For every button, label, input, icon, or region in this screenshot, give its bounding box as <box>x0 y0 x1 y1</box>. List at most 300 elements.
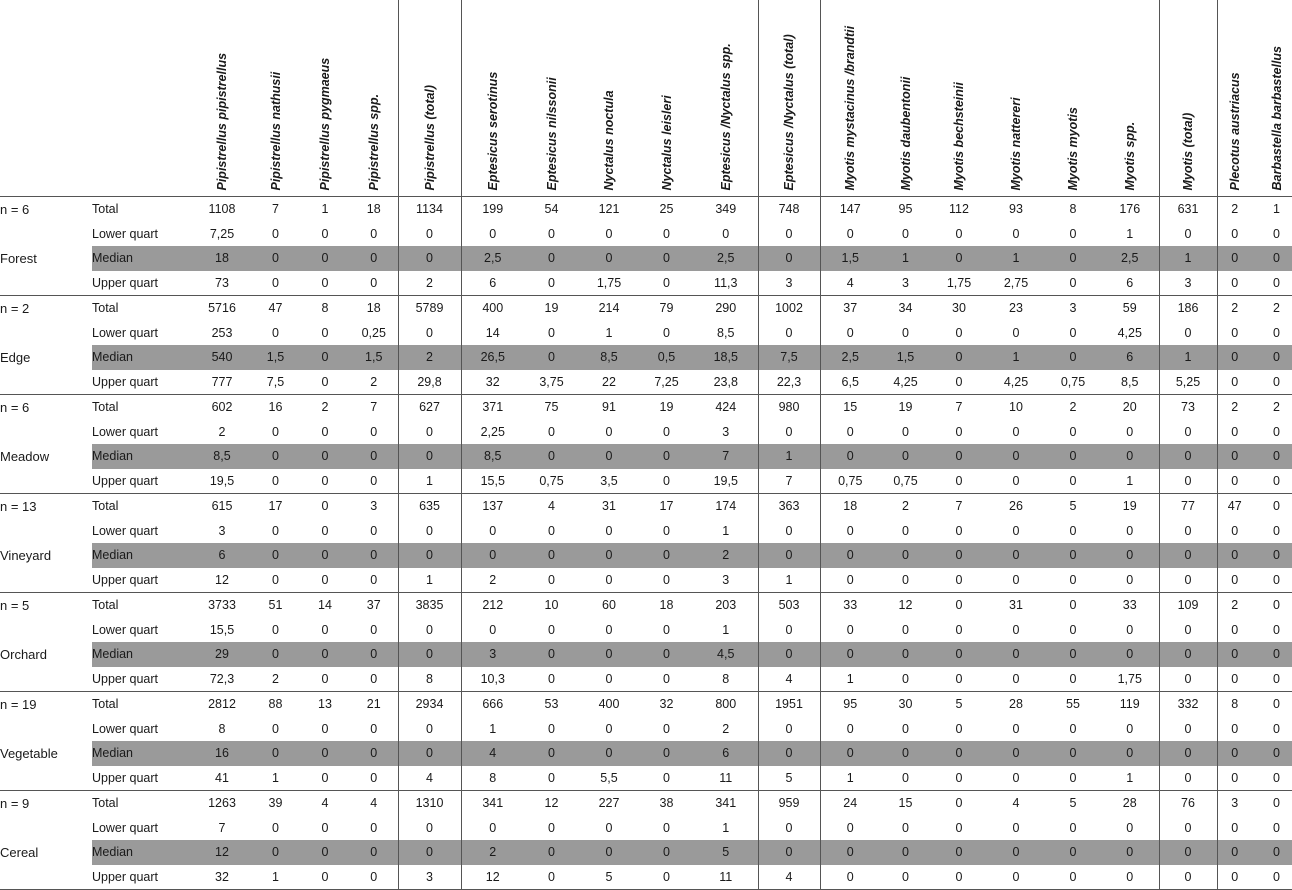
value-cell: 0 <box>1217 642 1252 667</box>
value-cell: 0 <box>931 593 987 618</box>
value-cell: 0 <box>524 246 579 271</box>
value-cell: 0 <box>1069 770 1077 785</box>
value-cell: 5 <box>579 865 639 890</box>
habitat-label: Vegetable <box>0 745 58 761</box>
value-cell: 959 <box>758 791 820 816</box>
table-row <box>0 444 1292 469</box>
value-cell: 0 <box>1101 840 1159 865</box>
value-cell: 0 <box>1252 840 1292 865</box>
value-cell: 4 <box>461 741 524 766</box>
value-cell: 5789 <box>398 296 461 321</box>
value-cell: 0 <box>398 444 461 469</box>
value-cell: 0 <box>1252 246 1292 271</box>
value-cell: 0 <box>1159 444 1217 469</box>
value-cell: 0 <box>579 741 639 766</box>
group-spacer <box>0 469 92 494</box>
value-cell: 1 <box>1159 246 1217 271</box>
value-cell: 0 <box>663 473 670 488</box>
value-cell: 0 <box>1217 543 1252 568</box>
value-cell: 0 <box>398 221 461 246</box>
value-cell: 19,5 <box>209 473 235 488</box>
habitat-label: Orchard <box>0 646 47 662</box>
value-cell: 112 <box>931 197 987 222</box>
value-cell: 8 <box>461 766 524 791</box>
value-cell: 2 <box>1252 296 1292 321</box>
table-row <box>0 395 1292 420</box>
value-cell: 0 <box>321 622 329 637</box>
value-cell: 0 <box>820 815 880 840</box>
value-cell: 0 <box>902 572 909 587</box>
value-cell: 0 <box>579 840 639 865</box>
table-row <box>0 419 1292 444</box>
header-blank-group <box>0 0 92 197</box>
value-cell: 0 <box>350 741 398 766</box>
value-cell: 7 <box>218 820 226 835</box>
value-cell: 503 <box>758 593 820 618</box>
value-cell: 0 <box>955 374 963 389</box>
value-cell: 0 <box>931 642 987 667</box>
value-cell: 0 <box>398 246 461 271</box>
value-cell: 1002 <box>758 296 820 321</box>
value-cell: 0 <box>350 642 398 667</box>
table-row <box>0 296 1292 321</box>
value-cell: 73 <box>1159 395 1217 420</box>
value-cell: 0 <box>548 622 555 637</box>
value-cell: 8 <box>722 671 730 686</box>
statistic-label: Upper quart <box>92 572 159 587</box>
statistic-label: Upper quart <box>92 770 159 785</box>
column-header <box>758 0 820 197</box>
value-cell: 1 <box>987 246 1045 271</box>
value-cell: 41 <box>215 770 229 785</box>
value-cell: 0 <box>902 820 909 835</box>
value-cell: 0 <box>398 716 461 741</box>
value-cell: 0 <box>321 424 329 439</box>
value-cell: 4 <box>987 791 1045 816</box>
value-cell: 0 <box>955 424 963 439</box>
value-cell: 3 <box>758 271 820 296</box>
value-cell: 0 <box>1217 320 1252 345</box>
column-header-label: Eptesicus nilssonii <box>544 76 559 190</box>
group-spacer <box>0 271 92 296</box>
value-cell: 0 <box>758 741 820 766</box>
statistic-label: Total <box>92 593 193 618</box>
value-cell: 0 <box>605 721 613 736</box>
value-cell: 0 <box>987 444 1045 469</box>
value-cell: 91 <box>579 395 639 420</box>
value-cell: 0 <box>1217 617 1252 642</box>
column-header-label: Pipistrellus nathusii <box>268 71 283 190</box>
statistic-label: Total <box>92 791 193 816</box>
value-cell: 253 <box>211 325 233 340</box>
value-cell: 424 <box>694 395 758 420</box>
value-cell: 0 <box>1069 572 1077 587</box>
value-cell: 0 <box>605 572 613 587</box>
value-cell: 777 <box>211 374 233 389</box>
value-cell: 0 <box>987 642 1045 667</box>
value-cell: 2 <box>370 374 378 389</box>
value-cell: 0 <box>1069 671 1077 686</box>
value-cell: 0 <box>370 473 378 488</box>
value-cell: 1,5 <box>880 345 931 370</box>
column-header-label: Nyctalus noctula <box>601 89 616 190</box>
value-cell: 12 <box>461 865 524 890</box>
value-cell: 0 <box>987 741 1045 766</box>
value-cell: 32 <box>193 865 251 890</box>
value-cell: 0 <box>350 246 398 271</box>
table-row <box>0 221 1292 246</box>
value-cell: 332 <box>1159 692 1217 717</box>
value-cell: 0 <box>722 226 730 241</box>
value-cell: 0 <box>1252 494 1292 519</box>
value-cell: 0 <box>1045 444 1101 469</box>
value-cell: 0 <box>758 840 820 865</box>
statistic-label: Lower quart <box>92 523 159 538</box>
value-cell: 0 <box>398 741 461 766</box>
value-cell: 0 <box>639 741 694 766</box>
value-cell: 0 <box>605 523 613 538</box>
value-cell: 1 <box>605 325 613 340</box>
value-cell: 19 <box>639 395 694 420</box>
column-header-label: Pipistrellus spp. <box>366 93 381 190</box>
value-cell: 1 <box>820 766 880 791</box>
value-cell: 0 <box>663 820 670 835</box>
value-cell: 800 <box>694 692 758 717</box>
value-cell: 0 <box>321 226 329 241</box>
value-cell: 290 <box>694 296 758 321</box>
value-cell: 6,5 <box>820 370 880 395</box>
value-cell: 0 <box>272 820 279 835</box>
value-cell: 0 <box>1045 543 1101 568</box>
column-header-label: Myotis daubentonii <box>898 76 913 190</box>
value-cell: 0,75 <box>893 473 918 488</box>
table-row <box>0 791 1292 816</box>
value-cell: 16 <box>251 395 300 420</box>
value-cell: 0 <box>1217 345 1252 370</box>
value-cell: 15,5 <box>461 469 524 494</box>
value-cell: 0 <box>758 518 820 543</box>
value-cell: 0 <box>1159 320 1217 345</box>
value-cell: 26 <box>987 494 1045 519</box>
table-row <box>0 642 1292 667</box>
value-cell: 0 <box>1159 518 1217 543</box>
value-cell: 0 <box>370 770 378 785</box>
value-cell: 23 <box>987 296 1045 321</box>
value-cell: 0 <box>955 226 963 241</box>
value-cell: 8,5 <box>579 345 639 370</box>
value-cell: 0 <box>1159 469 1217 494</box>
value-cell: 635 <box>398 494 461 519</box>
value-cell: 1 <box>758 444 820 469</box>
group-spacer <box>0 370 92 395</box>
value-cell: 0 <box>272 424 279 439</box>
value-cell: 0 <box>1012 721 1020 736</box>
value-cell: 7 <box>931 494 987 519</box>
value-cell: 1,75 <box>1117 671 1142 686</box>
value-cell: 0 <box>1273 770 1280 785</box>
value-cell: 0 <box>663 572 670 587</box>
value-cell: 18 <box>350 296 398 321</box>
column-header-label: Pipistrellus pipistrellus <box>214 52 229 190</box>
table-row <box>0 320 1292 345</box>
value-cell: 2 <box>1217 395 1252 420</box>
column-header-label: Myotis mystacinus /brandtii <box>843 25 857 190</box>
value-cell: 2 <box>1252 395 1292 420</box>
value-cell: 1108 <box>193 197 251 222</box>
statistic-label: Median <box>92 741 193 766</box>
column-header <box>880 0 931 197</box>
habitat-label: Vineyard <box>0 547 52 563</box>
value-cell: 0 <box>321 572 329 587</box>
value-cell: 18 <box>820 494 880 519</box>
value-cell: 212 <box>461 593 524 618</box>
value-cell: 199 <box>461 197 524 222</box>
value-cell: 19,5 <box>713 473 738 488</box>
value-cell: 0 <box>639 642 694 667</box>
value-cell: 0 <box>639 840 694 865</box>
value-cell: 0 <box>251 543 300 568</box>
value-cell: 0 <box>1101 741 1159 766</box>
value-cell: 0 <box>1217 370 1252 395</box>
value-cell: 33 <box>820 593 880 618</box>
value-cell: 8,5 <box>1121 374 1139 389</box>
value-cell: 0 <box>902 721 909 736</box>
value-cell: 0 <box>1045 840 1101 865</box>
value-cell: 1 <box>1252 197 1292 222</box>
value-cell: 12 <box>880 593 931 618</box>
value-cell: 93 <box>987 197 1045 222</box>
value-cell: 0 <box>272 572 279 587</box>
value-cell: 2 <box>300 395 350 420</box>
value-cell: 0 <box>931 246 987 271</box>
value-cell: 0 <box>1217 766 1252 791</box>
value-cell: 5,25 <box>1159 370 1217 395</box>
value-cell: 73 <box>215 275 229 290</box>
value-cell: 29,8 <box>398 370 461 395</box>
value-cell: 0 <box>548 523 555 538</box>
column-header <box>1101 0 1159 197</box>
value-cell: 4,25 <box>1117 325 1142 340</box>
value-cell: 0,75 <box>539 473 564 488</box>
value-cell: 0,75 <box>1060 374 1086 389</box>
value-cell: 0 <box>579 444 639 469</box>
value-cell: 4 <box>758 865 820 890</box>
column-header <box>461 0 524 197</box>
value-cell: 0 <box>820 518 880 543</box>
value-cell: 3 <box>1159 271 1217 296</box>
value-cell: 10 <box>987 395 1045 420</box>
value-cell: 2 <box>461 568 524 593</box>
value-cell: 0 <box>1101 865 1159 890</box>
table-row <box>0 617 1292 642</box>
value-cell: 14 <box>300 593 350 618</box>
value-cell: 0 <box>605 424 613 439</box>
value-cell: 2,75 <box>1003 275 1029 290</box>
value-cell: 5,5 <box>600 770 618 785</box>
value-cell: 0 <box>1273 671 1280 686</box>
value-cell: 0 <box>758 617 820 642</box>
value-cell: 38 <box>639 791 694 816</box>
value-cell: 12 <box>215 572 229 587</box>
value-cell: 0 <box>605 671 613 686</box>
sample-size-label: n = 19 <box>0 692 92 717</box>
value-cell: 15 <box>820 395 880 420</box>
value-cell: 47 <box>1217 494 1252 519</box>
value-cell: 0 <box>1273 721 1280 736</box>
value-cell: 2 <box>461 840 524 865</box>
value-cell: 0 <box>931 444 987 469</box>
value-cell: 72,3 <box>209 671 235 686</box>
value-cell: 8 <box>398 667 461 692</box>
table-row <box>0 815 1292 840</box>
value-cell: 0 <box>955 523 963 538</box>
column-header <box>1217 0 1252 197</box>
value-cell: 1,5 <box>350 345 398 370</box>
value-cell: 341 <box>461 791 524 816</box>
value-cell: 7 <box>694 444 758 469</box>
value-cell: 0 <box>251 444 300 469</box>
table-row <box>0 197 1292 222</box>
value-cell: 0 <box>1273 820 1280 835</box>
value-cell: 0 <box>272 622 279 637</box>
statistic-label: Median <box>92 642 193 667</box>
sample-size-label: n = 13 <box>0 494 92 519</box>
value-cell: 0 <box>1217 568 1252 593</box>
table-row <box>0 246 1292 271</box>
table-row <box>0 667 1292 692</box>
value-cell: 666 <box>461 692 524 717</box>
value-cell: 7,5 <box>758 345 820 370</box>
value-cell: 147 <box>820 197 880 222</box>
value-cell: 0 <box>1045 593 1101 618</box>
value-cell: 2 <box>272 671 279 686</box>
value-cell: 0 <box>1012 671 1020 686</box>
group-spacer <box>0 716 92 741</box>
statistic-label: Total <box>92 395 193 420</box>
value-cell: 0 <box>902 671 909 686</box>
value-cell: 15,5 <box>209 622 235 637</box>
value-cell: 0 <box>461 518 524 543</box>
value-cell: 0 <box>663 325 670 340</box>
header-row <box>0 0 1292 197</box>
value-cell: 0 <box>1159 617 1217 642</box>
column-header-label: Myotis bechsteinii <box>951 81 966 190</box>
value-cell: 400 <box>579 692 639 717</box>
value-cell: 1 <box>398 469 461 494</box>
value-cell: 0 <box>1069 523 1077 538</box>
value-cell: 2 <box>1217 197 1252 222</box>
habitat-label: Cereal <box>0 844 39 860</box>
value-cell: 59 <box>1101 296 1159 321</box>
value-cell: 0 <box>321 325 329 340</box>
value-cell: 631 <box>1159 197 1217 222</box>
value-cell: 95 <box>820 692 880 717</box>
value-cell: 1 <box>398 568 461 593</box>
value-cell: 0 <box>880 444 931 469</box>
value-cell: 5716 <box>193 296 251 321</box>
value-cell: 0 <box>1045 642 1101 667</box>
value-cell: 0 <box>1159 667 1217 692</box>
value-cell: 0 <box>548 721 555 736</box>
value-cell: 0 <box>1101 642 1159 667</box>
value-cell: 0 <box>548 424 555 439</box>
value-cell: 0 <box>902 424 909 439</box>
value-cell: 0 <box>1273 226 1280 241</box>
value-cell: 0 <box>1012 325 1020 340</box>
column-header <box>350 0 398 197</box>
sample-size-label: n = 6 <box>0 395 92 420</box>
value-cell: 0 <box>398 642 461 667</box>
statistic-label: Total <box>92 692 193 717</box>
value-cell: 8,5 <box>193 444 251 469</box>
value-cell: 0 <box>1252 865 1292 890</box>
value-cell: 1 <box>880 246 931 271</box>
value-cell: 602 <box>193 395 251 420</box>
value-cell: 0 <box>902 325 909 340</box>
column-header-label: Myotis myotis <box>1065 106 1080 190</box>
value-cell: 0 <box>1045 741 1101 766</box>
sample-size-label: n = 2 <box>0 296 92 321</box>
value-cell: 1 <box>1126 473 1134 488</box>
value-cell: 3 <box>218 523 226 538</box>
value-cell: 0 <box>398 543 461 568</box>
value-cell: 3 <box>902 275 909 290</box>
value-cell: 0 <box>461 543 524 568</box>
value-cell: 21 <box>350 692 398 717</box>
value-cell: 0 <box>1159 716 1217 741</box>
value-cell: 0 <box>1273 473 1280 488</box>
table-row <box>0 271 1292 296</box>
value-cell: 0 <box>1012 473 1020 488</box>
value-cell: 0 <box>524 840 579 865</box>
column-header-label: Eptesicus serotinus <box>485 71 500 190</box>
value-cell: 2 <box>880 494 931 519</box>
value-cell: 20 <box>1101 395 1159 420</box>
value-cell: 1 <box>251 865 300 890</box>
value-cell: 0 <box>663 721 670 736</box>
value-cell: 7 <box>931 395 987 420</box>
column-header-label: Myotis (total) <box>1180 112 1195 190</box>
value-cell: 7 <box>758 469 820 494</box>
value-cell: 8 <box>218 721 226 736</box>
value-cell: 627 <box>398 395 461 420</box>
table-row <box>0 593 1292 618</box>
value-cell: 0 <box>820 840 880 865</box>
value-cell: 0 <box>1126 523 1134 538</box>
column-header <box>694 0 758 197</box>
column-header-label: Myotis nattereri <box>1008 96 1023 190</box>
value-cell: 980 <box>758 395 820 420</box>
table-row <box>0 494 1292 519</box>
value-cell: 0 <box>1217 865 1252 890</box>
value-cell: 2 <box>398 345 461 370</box>
value-cell: 0 <box>820 419 880 444</box>
table-row <box>0 692 1292 717</box>
value-cell: 0 <box>931 840 987 865</box>
value-cell: 47 <box>251 296 300 321</box>
value-cell: 0 <box>548 820 555 835</box>
value-cell: 7,25 <box>654 374 679 389</box>
value-cell: 0 <box>758 815 820 840</box>
value-cell: 22 <box>602 374 616 389</box>
value-cell: 1 <box>987 345 1045 370</box>
value-cell: 2,5 <box>461 246 524 271</box>
value-cell: 0 <box>1159 419 1217 444</box>
value-cell: 0 <box>663 275 670 290</box>
value-cell: 0 <box>1012 572 1020 587</box>
value-cell: 0 <box>1273 622 1280 637</box>
statistic-label: Median <box>92 840 193 865</box>
